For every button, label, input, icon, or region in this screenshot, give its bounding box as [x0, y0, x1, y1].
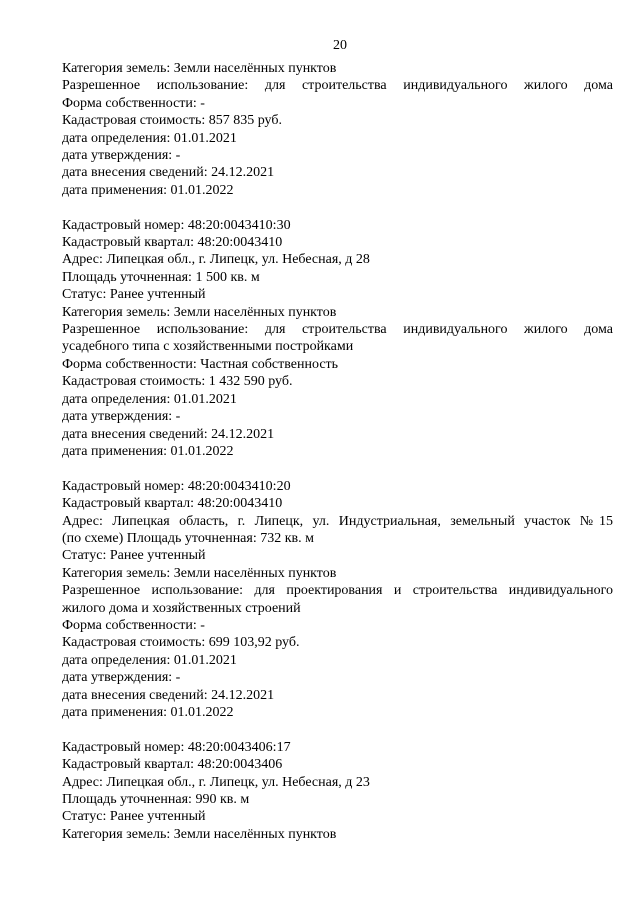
cadastral-number: Кадастровый номер: 48:20:0043406:17 [62, 739, 291, 755]
permitted-use: Разрешенное использование: для строительства индивидуального жилого дома [62, 322, 613, 338]
cadastral-number: Кадастровый номер: 48:20:0043410:30 [62, 217, 291, 233]
approval-date: дата утверждения: - [62, 670, 181, 686]
cadastral-value: Кадастровая стоимость: 699 103,92 руб. [62, 635, 300, 651]
land-category: Категория земель: Земли населённых пунктов [62, 826, 337, 842]
ownership-form: Форма собственности: Частная собственность [62, 356, 339, 372]
cadastral-number: Кадастровый номер: 48:20:0043410:20 [62, 478, 291, 494]
land-plot-record [62, 739, 613, 843]
permitted-use: Разрешенное использование: для строительства индивидуального жилого дома [62, 78, 613, 94]
land-plot-record [62, 60, 613, 199]
status: Статус: Ранее учтенный [62, 287, 206, 303]
approval-date: дата утверждения: - [62, 409, 181, 425]
area: Площадь уточненная: 1 500 кв. м [62, 269, 260, 285]
address: Адрес: Липецкая область, г. Липецк, ул. Индустриальная, земельный участок №15 [62, 513, 613, 529]
land-category: Категория земель: Земли населённых пунктов [62, 565, 337, 581]
cadastral-value: Кадастровая стоимость: 857 835 руб. [62, 113, 282, 129]
address-continued-area: (по схеме) Площадь уточненная: 732 кв. м [62, 530, 314, 546]
entry-date: дата внесения сведений: 24.12.2021 [62, 165, 275, 181]
permitted-use: Разрешенное использование: для проектирования и строительства индивидуального [62, 583, 613, 599]
determination-date: дата определения: 01.01.2021 [62, 652, 237, 668]
land-category: Категория земель: Земли населённых пунктов [62, 304, 337, 320]
land-plot-record [62, 217, 613, 461]
status: Статус: Ранее учтенный [62, 809, 206, 825]
status: Статус: Ранее учтенный [62, 548, 206, 564]
address: Адрес: Липецкая обл., г. Липецк, ул. Небесная, д 23 [62, 774, 370, 790]
address: Адрес: Липецкая обл., г. Липецк, ул. Небесная, д 28 [62, 252, 370, 268]
land-plot-record [62, 478, 613, 722]
permitted-use-continued: усадебного типа с хозяйственными постройками [62, 339, 354, 355]
determination-date: дата определения: 01.01.2021 [62, 391, 237, 407]
page-number: 20 [333, 38, 347, 53]
cadastral-quarter: Кадастровый квартал: 48:20:0043406 [62, 757, 283, 773]
land-category: Категория земель: Земли населённых пунктов [62, 61, 337, 76]
application-date: дата применения: 01.01.2022 [62, 443, 234, 459]
ownership-form: Форма собственности: - [62, 617, 205, 633]
permitted-use-continued: жилого дома и хозяйственных строений [62, 600, 301, 616]
area: Площадь уточненная: 990 кв. м [62, 792, 250, 808]
cadastral-quarter: Кадастровый квартал: 48:20:0043410 [62, 235, 283, 251]
entry-date: дата внесения сведений: 24.12.2021 [62, 687, 275, 703]
cadastral-quarter: Кадастровый квартал: 48:20:0043410 [62, 496, 283, 512]
entry-date: дата внесения сведений: 24.12.2021 [62, 426, 275, 442]
determination-date: дата определения: 01.01.2021 [62, 130, 237, 146]
cadastral-value: Кадастровая стоимость: 1 432 590 руб. [62, 374, 293, 390]
application-date: дата применения: 01.01.2022 [62, 182, 234, 198]
application-date: дата применения: 01.01.2022 [62, 705, 234, 720]
approval-date: дата утверждения: - [62, 148, 181, 164]
document-body [62, 60, 613, 843]
ownership-form: Форма собственности: - [62, 95, 205, 111]
